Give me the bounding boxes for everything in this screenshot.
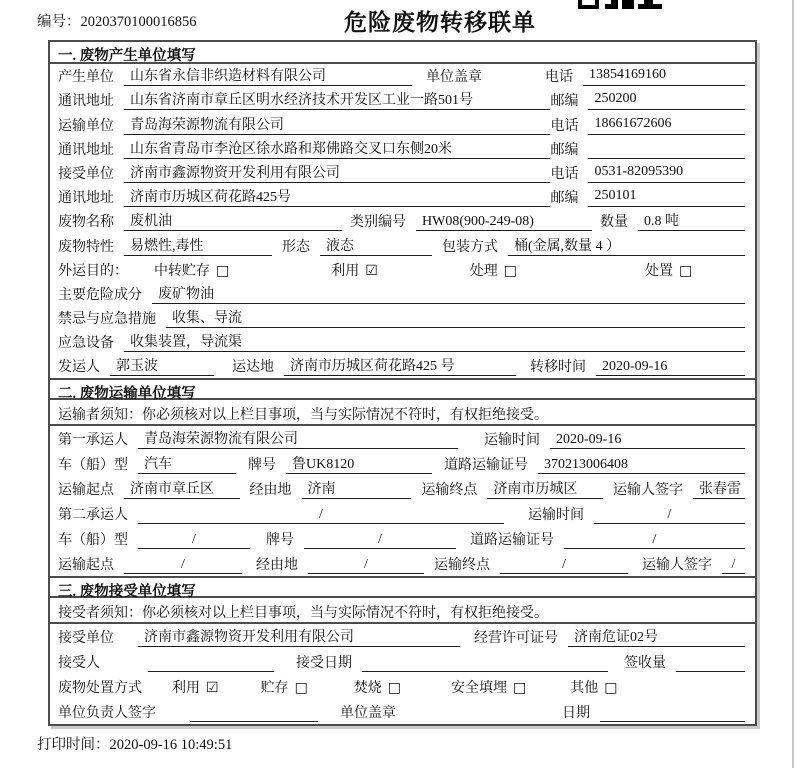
transfer-form (48, 40, 757, 726)
transport-time-label: 运输时间 (484, 433, 540, 449)
row-producer (50, 64, 755, 88)
checkbox-dispose: □ (679, 262, 693, 279)
carrier2-terminus-value: / (500, 556, 628, 574)
waste-name-label: 废物名称 (58, 215, 114, 231)
receive-date-value (362, 655, 608, 672)
form-value: 液态 (320, 238, 432, 256)
transporter-label: 运输单位 (58, 118, 114, 134)
section1-header: 一. 废物产生单位填写 (50, 42, 755, 64)
received-qty-value (676, 655, 745, 672)
transporter-zip-value (588, 139, 745, 159)
carrier1-terminus-value: 济南市历城区 (487, 481, 603, 499)
carrier1-permit-value: 370213006408 (538, 456, 745, 474)
transporter-value: 青岛海荣源物流有限公司 (124, 117, 550, 135)
sign-label: 运输人签字 (642, 558, 712, 574)
qty-label: 数量 (600, 215, 628, 231)
row-carrier1-route (50, 476, 755, 501)
transporter-zip-group (550, 139, 747, 159)
zip-label: 邮编 (550, 191, 579, 207)
row-disposal (50, 674, 755, 699)
equipment-label: 应急设备 (58, 336, 114, 352)
receiver-phone-group (550, 163, 747, 183)
vehicle-label: 车（船）型 (58, 458, 128, 474)
consignor-label: 发运人 (58, 360, 100, 376)
row-receiver-addr (50, 185, 755, 209)
carrier2-via-value: / (308, 556, 424, 574)
character-value: 易燃性,毒性 (124, 238, 272, 256)
hazard-value: 废矿物油 (152, 286, 745, 304)
receive-unit-value: 济南市鑫源物资开发利用有限公司 (138, 629, 460, 647)
print-time-label: 打印时间： (37, 737, 110, 754)
purpose-option-transfer: 中转贮存 □ (154, 262, 230, 279)
recipient-value (148, 655, 274, 672)
row-carrier1-vehicle (50, 451, 755, 476)
serial-value: 2020370100016856 (80, 14, 197, 30)
license-value: 济南危证02号 (568, 629, 745, 647)
vehicle-label: 车（船）型 (58, 533, 128, 549)
carrier1-via-value: 济南 (302, 481, 412, 499)
date-label: 日期 (562, 706, 590, 722)
zip-label: 邮编 (550, 142, 579, 158)
row-recipient (50, 649, 755, 674)
origin-label: 运输起点 (58, 558, 114, 574)
zip-label: 邮编 (550, 94, 579, 110)
row-equipment (50, 330, 755, 354)
receiver-addr-value: 济南市历城区荷花路425号 (124, 189, 550, 207)
taboo-value: 收集、导流 (166, 310, 745, 328)
disposal-option-burn: 焚烧 □ (353, 680, 402, 697)
qty-value: 0.8 吨 (638, 213, 745, 231)
form-label: 形态 (282, 239, 310, 255)
hazard-label: 主要危险成分 (58, 287, 142, 303)
page-title: 危险废物转移联单 (344, 10, 536, 35)
addr-label: 通讯地址 (58, 94, 114, 110)
addr-label: 通讯地址 (58, 142, 114, 158)
checkbox-disposal-other: □ (604, 680, 618, 697)
row-consignor (50, 354, 755, 378)
row-receiver (50, 161, 755, 185)
carrier2-permit-value: / (564, 531, 745, 549)
origin-label: 运输起点 (58, 483, 114, 499)
transfer-time-value: 2020-09-16 (596, 358, 745, 376)
date-value (600, 705, 745, 722)
disposal-label: 废物处置方式 (58, 681, 142, 697)
print-time (37, 733, 796, 754)
unit-seal-label: 单位盖章 (426, 70, 482, 86)
row-carrier2-vehicle (50, 526, 755, 551)
received-qty-label: 签收量 (624, 656, 666, 672)
checkbox-disposal-use: ☑ (206, 680, 219, 697)
category-label: 类别编号 (350, 215, 406, 231)
row-hazard (50, 282, 755, 306)
transporter-addr-value: 山东省青岛市李沧区徐水路和郑佛路交叉口东侧20米 (124, 141, 550, 159)
producer-unit-value: 山东省永信非织造材料有限公司 (124, 68, 412, 86)
transport-time-label: 运输时间 (528, 508, 584, 524)
transfer-time-label: 转移时间 (530, 360, 586, 376)
character-label: 废物特性 (58, 239, 114, 255)
addr-label: 通讯地址 (58, 191, 114, 207)
carrier2-vehicle-value: / (138, 531, 250, 549)
checkbox-transfer-storage: □ (216, 262, 230, 279)
producer-unit-label: 产生单位 (58, 70, 114, 86)
row-transporter (50, 112, 755, 136)
transport-note: 运输者须知：你必须核对以上栏目事项，当与实际情况不符时，有权拒绝接受。 (50, 400, 755, 426)
checkbox-disposal-burn: □ (387, 680, 402, 697)
terminus-label: 运输终点 (421, 483, 478, 499)
checkbox-disposal-store: □ (294, 680, 308, 697)
transporter-phone-value: 18661672606 (588, 115, 745, 135)
carrier1-vehicle-value: 汽车 (138, 456, 236, 474)
row-taboo (50, 306, 755, 330)
packing-value: 桶(金属,数量 4 ） (508, 238, 745, 256)
section3-header: 三. 废物接受单位填写 (50, 576, 755, 598)
checkbox-use: ☑ (365, 262, 378, 279)
carrier2-label: 第二承运人 (58, 508, 128, 524)
taboo-label: 禁忌与应急措施 (58, 312, 156, 328)
row-purpose (50, 258, 755, 282)
terminus-label: 运输终点 (434, 558, 490, 574)
qr-code-fragment-icon (578, 0, 662, 9)
carrier1-label: 第一承运人 (58, 433, 128, 449)
carrier1-origin-value: 济南市章丘区 (124, 481, 240, 499)
category-value: HW08(900-249-08) (416, 213, 592, 231)
disposal-option-store: 贮存 □ (260, 680, 308, 697)
carrier1-name-value: 青岛海荣源物流有限公司 (138, 431, 458, 449)
disposal-option-other: 其他 □ (570, 680, 618, 697)
license-label: 经营许可证号 (474, 631, 558, 647)
carrier1-time-value: 2020-09-16 (550, 431, 745, 449)
phone-label: 电话 (550, 118, 579, 134)
page-right-edge (792, 0, 794, 768)
equipment-value: 收集装置，导流渠 (124, 334, 745, 352)
plate-label: 牌号 (266, 533, 294, 549)
row-waste-character (50, 233, 755, 257)
producer-phone-value: 13854169160 (583, 66, 745, 86)
transporter-phone-group (550, 115, 747, 135)
packing-label: 包装方式 (442, 239, 498, 255)
document-header (0, 0, 796, 40)
carrier2-origin-value: / (124, 556, 242, 574)
row-waste-name (50, 209, 755, 233)
purpose-option-use: 利用 ☑ (331, 262, 378, 279)
carrier1-sign-value: 张春雷 (693, 481, 745, 499)
disposal-option-landfill: 安全填埋 □ (451, 680, 527, 697)
row-producer-addr (50, 88, 755, 112)
carrier1-plate-value: 鲁UK8120 (286, 456, 432, 474)
purpose-option-dispose: 处置 □ (645, 262, 693, 279)
responsible-sign-label: 单位负责人签字 (58, 706, 156, 722)
producer-phone-group (545, 66, 747, 86)
serial-label: 编号： (37, 14, 81, 30)
row-carrier1 (50, 426, 755, 451)
serial-number (37, 10, 197, 31)
sign-label: 运输人签字 (612, 483, 683, 499)
row-carrier2-route (50, 551, 755, 576)
phone-label: 电话 (550, 166, 579, 182)
purpose-option-treat: 处理 □ (469, 262, 518, 279)
phone-label: 电话 (545, 70, 573, 86)
receiver-value: 济南市鑫源物资开发利用有限公司 (124, 165, 550, 183)
plate-label: 牌号 (248, 458, 276, 474)
receiver-phone-value: 0531-82095390 (588, 163, 745, 183)
row-receive-unit (50, 624, 755, 649)
receive-date-label: 接受日期 (296, 656, 352, 672)
receive-unit-label: 接受单位 (58, 631, 114, 647)
print-time-value: 2020-09-16 10:49:51 (109, 737, 233, 754)
row-carrier2 (50, 501, 755, 526)
dest-label: 运达地 (232, 360, 274, 376)
responsible-sign-value (190, 705, 318, 722)
carrier2-sign-value: / (722, 556, 745, 574)
checkbox-treat: □ (503, 262, 518, 279)
row-responsible-sign (50, 699, 755, 724)
permit-label: 道路运输证号 (444, 458, 528, 474)
checkbox-disposal-landfill: □ (513, 680, 527, 697)
consignor-value: 郭玉波 (110, 358, 214, 376)
receive-note: 接受者须知：你必须核对以上栏目事项，当与实际情况不符时，有权拒绝接受。 (50, 598, 755, 624)
unit-seal-label: 单位盖章 (340, 706, 396, 722)
receiver-zip-value: 250101 (588, 187, 745, 207)
via-label: 经由地 (249, 483, 292, 499)
permit-label: 道路运输证号 (470, 533, 554, 549)
carrier2-plate-value: / (304, 531, 456, 549)
via-label: 经由地 (256, 558, 298, 574)
section2-header: 二. 废物运输单位填写 (50, 378, 755, 400)
dest-value: 济南市历城区荷花路425 号 (284, 358, 516, 376)
producer-zip-group (550, 90, 747, 110)
carrier2-time-value: / (594, 506, 745, 524)
row-transporter-addr (50, 137, 755, 161)
producer-zip-value: 250200 (588, 90, 745, 110)
receiver-zip-group (550, 187, 747, 207)
recipient-label: 接受人 (58, 656, 100, 672)
producer-addr-value: 山东省济南市章丘区明水经济技术开发区工业一路501号 (124, 92, 550, 110)
purpose-label: 外运目的： (58, 263, 128, 279)
receiver-label: 接受单位 (58, 166, 114, 182)
carrier2-name-value: / (138, 506, 504, 524)
waste-name-value: 废机油 (124, 213, 342, 231)
disposal-option-use: 利用 ☑ (172, 680, 219, 697)
